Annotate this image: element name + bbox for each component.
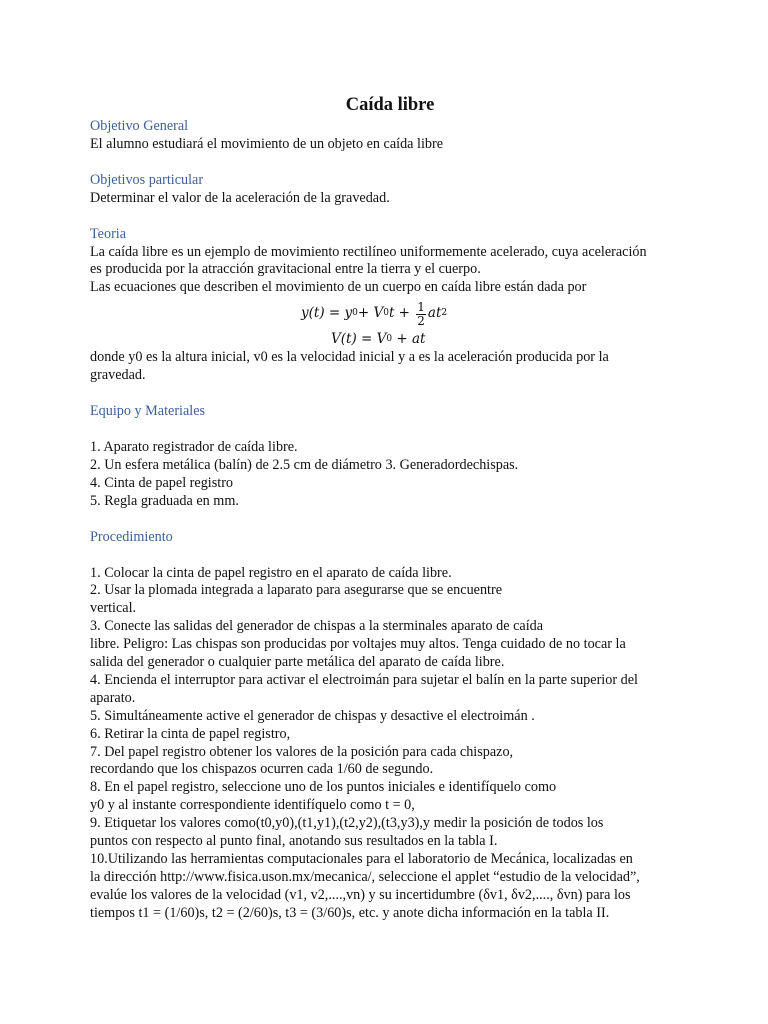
- heading-teoria: Teoria: [90, 225, 127, 242]
- procedimiento-line: 8. En el papel registro, seleccione uno de los puntos iniciales e identifíquelo como: [90, 779, 557, 796]
- heading-objetivo-general: Objetivo General: [90, 118, 189, 134]
- spacer: [90, 385, 690, 403]
- spacer: [90, 547, 690, 565]
- procedimiento-line: 4. Encienda el interruptor para activar el electroimán para sujetar el balín en la parte superior del: [90, 671, 638, 688]
- procedimiento-line: puntos con respecto al punto final, anotando sus resultados en la tabla I.: [90, 833, 498, 850]
- list-item: 4. Cinta de papel registro: [90, 474, 234, 491]
- teoria-line: Las ecuaciones que describen el movimiento de un cuerpo en caída libre están dada por: [90, 279, 587, 296]
- procedimiento-lines: [90, 565, 690, 923]
- procedimiento-line: aparato.: [90, 689, 136, 706]
- eq1-mid: + V: [357, 305, 384, 322]
- teoria-line: La caída libre es un ejemplo de movimiento rectilíneo uniformemente acelerado, cuya aceleración: [90, 243, 647, 260]
- objetivo-general-text: El alumno estudiará el movimiento de un objeto en caída libre: [90, 135, 444, 152]
- eq1-frac-num: 1: [417, 299, 425, 314]
- procedimiento-line: libre. Peligro: Las chispas son producidas por voltajes muy altos. Tenga cuidado de no tocar la: [90, 636, 626, 653]
- list-item: 5. Regla graduada en mm.: [90, 492, 239, 509]
- equipo-list: [90, 439, 690, 511]
- spacer: [90, 511, 690, 529]
- procedimiento-line: evalúe los valores de la velocidad (v1, v2,....,vn) y su incertidumbre (δv1, δv2,...., δvn) para los: [90, 886, 631, 903]
- heading-objetivos-particular: Objetivos particular: [90, 171, 204, 188]
- equations-block: [90, 297, 690, 349]
- procedimiento-line: vertical.: [90, 600, 137, 617]
- list-item: 1. Aparato registrador de caída libre.: [90, 438, 298, 455]
- eq1-tail: at: [427, 305, 442, 322]
- eq1-sup: 2: [441, 308, 448, 319]
- eq2-lhs: V(t) = V: [331, 331, 387, 348]
- equation-position: [301, 297, 690, 331]
- heading-procedimiento: Procedimiento: [90, 528, 173, 545]
- teoria-line: es producida por la atracción gravitacional entre la tierra y el cuerpo.: [90, 261, 481, 278]
- document-title: Caída libre: [345, 95, 435, 115]
- procedimiento-line: salida del generador o cualquier parte metálica del aparato de caída libre.: [90, 654, 505, 671]
- procedimiento-line: 7. Del papel registro obtener los valores de la posición para cada chispazo,: [90, 743, 514, 760]
- eq1-sub-v0: 0: [383, 308, 389, 319]
- eq2-sub-v0: 0: [386, 334, 393, 345]
- eq1-sub-y0: 0: [352, 308, 358, 319]
- teoria-after-line: donde y0 es la altura inicial, v0 es la velocidad inicial y a es la aceleración producida por la: [90, 349, 609, 366]
- eq1-lhs: y(t) = y: [301, 305, 353, 322]
- spacer: [90, 421, 690, 439]
- procedimiento-line: 6. Retirar la cinta de papel registro,: [90, 725, 291, 742]
- procedimiento-line: 1. Colocar la cinta de papel registro en el aparato de caída libre.: [90, 564, 452, 581]
- procedimiento-line: recordando que los chispazos ocurren cada 1/60 de segundo.: [90, 761, 434, 778]
- procedimiento-line: 5. Simultáneamente active el generador de chispas y desactive el electroimán .: [90, 707, 535, 724]
- eq1-fraction: [416, 301, 426, 328]
- eq1-mid2: t +: [388, 305, 415, 322]
- spacer: [90, 154, 690, 172]
- list-item: 2. Un esfera metálica (balín) de 2.5 cm de diámetro 3. Generadordechispas.: [90, 456, 519, 473]
- teoria-after-line: gravedad.: [90, 367, 146, 384]
- heading-equipo: Equipo y Materiales: [90, 403, 206, 420]
- eq1-frac-den: 2: [417, 313, 425, 328]
- procedimiento-line: tiempos t1 = (1/60)s, t2 = (2/60)s, t3 = (3/60)s, etc. y anote dicha información en la tabla II.: [90, 904, 610, 921]
- procedimiento-line: la dirección http://www.fisica.uson.mx/mecanica/, seleccione el applet “estudio de la velocidad”,: [90, 868, 640, 885]
- procedimiento-line: y0 y al instante correspondiente identifíquelo como t = 0,: [90, 797, 415, 814]
- procedimiento-line: 3. Conecte las salidas del generador de chispas a la sterminales aparato de caída: [90, 618, 544, 635]
- equation-velocity: [301, 331, 690, 349]
- procedimiento-line: 2. Usar la plomada integrada a laparato para asegurarse que se encuentre: [90, 582, 503, 599]
- procedimiento-line: 9. Etiquetar los valores como(t0,y0),(t1,y1),(t2,y2),(t3,y3),y medir la posición de todos los: [90, 815, 604, 832]
- objetivos-particular-text: Determinar el valor de la aceleración de la gravedad.: [90, 189, 390, 206]
- document-page: [90, 94, 690, 923]
- spacer: [90, 208, 690, 226]
- procedimiento-line: 10.Utilizando las herramientas computacionales para el laboratorio de Mecánica, localizadas en: [90, 851, 633, 867]
- eq2-tail: + at: [392, 331, 426, 348]
